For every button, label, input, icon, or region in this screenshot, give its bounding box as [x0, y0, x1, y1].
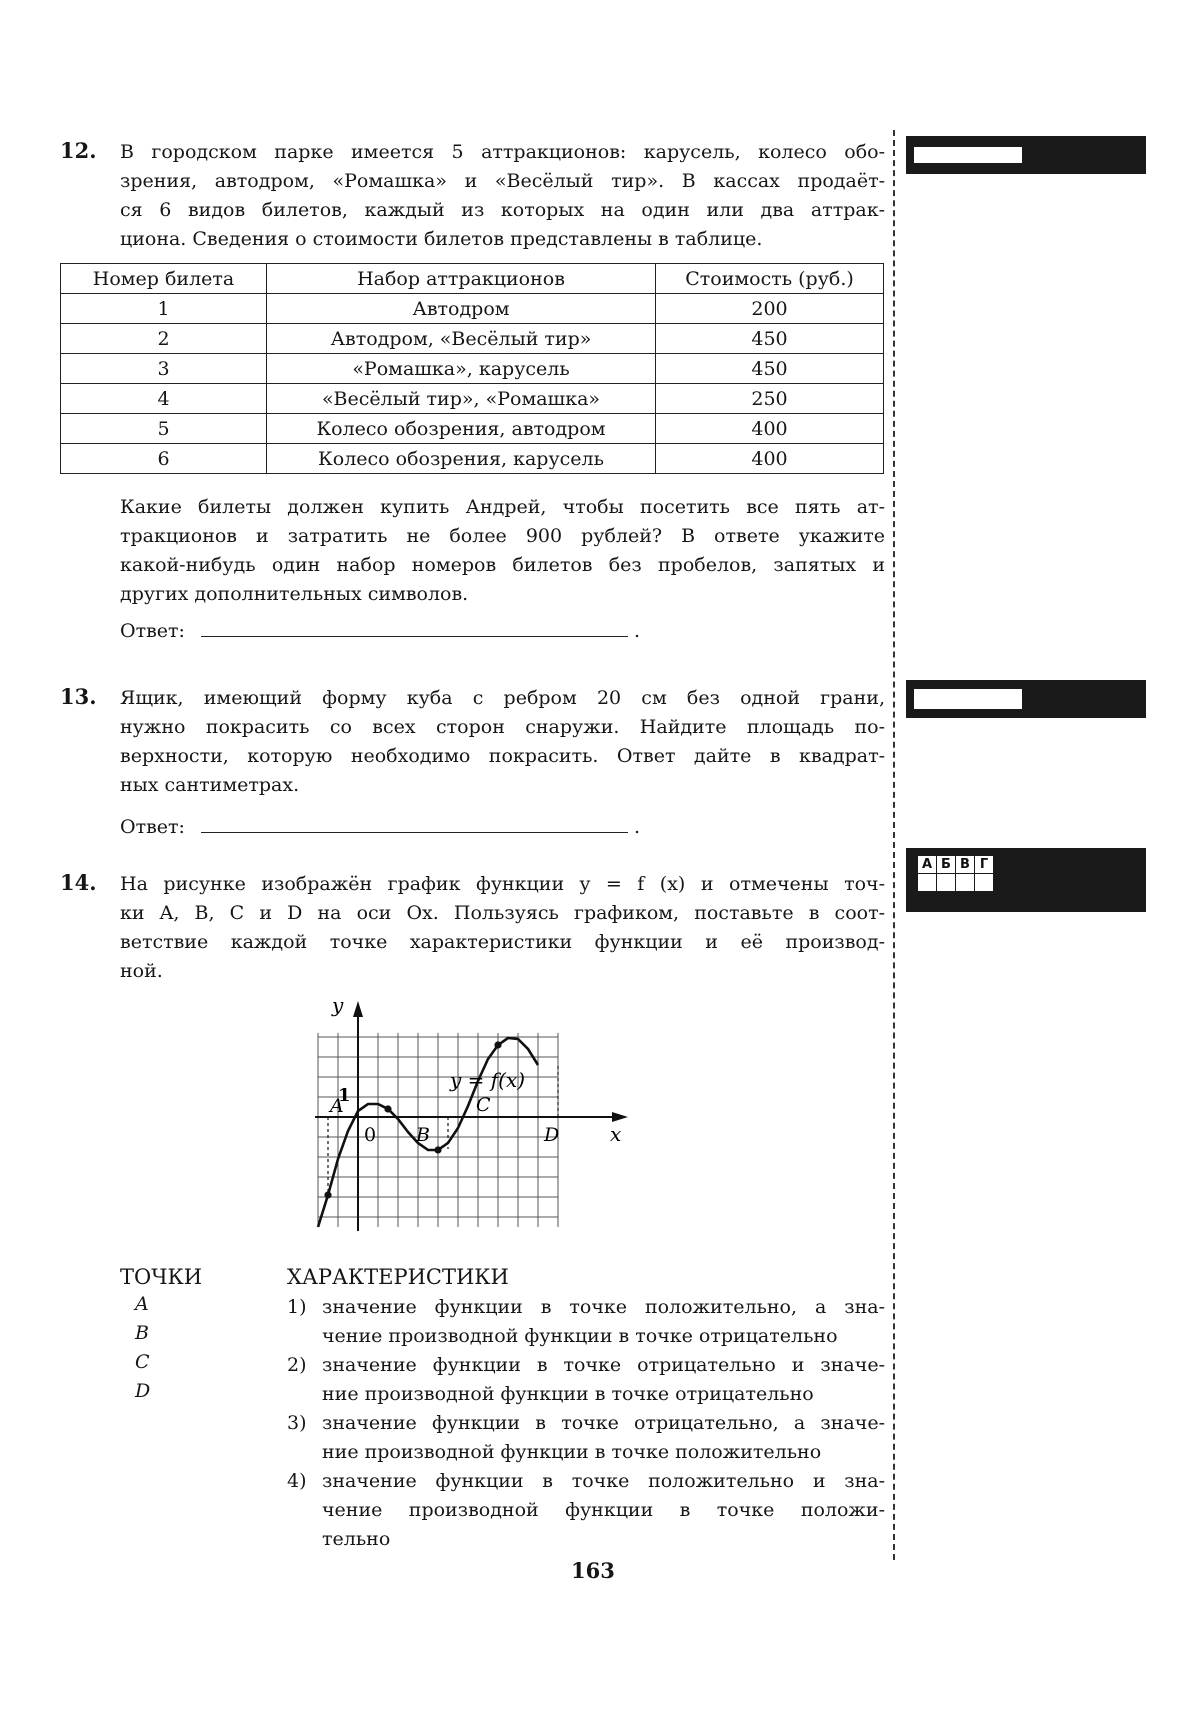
problem-12-line: ся 6 видов билетов, каждый из которых на один или два аттрак-: [120, 199, 885, 221]
characteristic-number: 2): [287, 1354, 307, 1376]
problem-12-line: циона. Сведения о стоимости билетов представлены в таблице.: [120, 228, 763, 250]
points-header: ТОЧКИ: [120, 1265, 203, 1289]
characteristic-line: чение производной функции в точке положи-: [322, 1499, 885, 1521]
question-line: какой-нибудь один набор номеров билетов без пробелов, запятых и: [120, 554, 885, 576]
curve-point-D: [494, 1041, 501, 1048]
table-row: [61, 354, 884, 384]
point-item-A: A: [135, 1293, 149, 1315]
grid-cell[interactable]: [937, 874, 956, 892]
cell-number: 5: [61, 414, 267, 444]
characteristic-line: чение производной функции в точке отрицательно: [322, 1325, 838, 1347]
grid-letter: Г: [975, 856, 994, 874]
cell-number: 4: [61, 384, 267, 414]
header-ticket-number: Номер билета: [61, 264, 267, 294]
characteristics-header: ХАРАКТЕРИСТИКИ: [287, 1265, 509, 1289]
cell-cost: 450: [656, 354, 884, 384]
characteristic-number: 4): [287, 1470, 307, 1492]
problem-13-answer: Ответ: .: [120, 816, 641, 838]
cell-number: 3: [61, 354, 267, 384]
question-line: тракционов и затратить не более 900 рублей? В ответе укажите: [120, 525, 885, 547]
problem-12-line: В городском парке имеется 5 аттракционов: карусель, колесо обо-: [120, 141, 885, 163]
problem-12-text: [120, 138, 885, 254]
answer-box-13[interactable]: [914, 689, 1022, 709]
answer-grid-cells: [918, 874, 994, 892]
characteristic-line: значение функции в точке отрицательно, а значе-: [322, 1412, 885, 1434]
problem-13-line: Ящик, имеющий форму куба с ребром 20 см без одной грани,: [120, 687, 885, 709]
grid-letter: Б: [937, 856, 956, 874]
cell-cost: 200: [656, 294, 884, 324]
grid-letter: А: [918, 856, 937, 874]
function-graph: [300, 995, 620, 1250]
problem-12-answer: Ответ: .: [120, 620, 641, 642]
cell-attractions: «Ромашка», карусель: [267, 354, 656, 384]
problem-13-line: ных сантиметрах.: [120, 774, 300, 796]
cell-attractions: Колесо обозрения, автодром: [267, 414, 656, 444]
cell-attractions: Автодром: [267, 294, 656, 324]
x-axis-label: x: [610, 1122, 622, 1146]
table-row: [61, 444, 884, 474]
characteristic-line: ние производной функции в точке отрицательно: [322, 1383, 814, 1405]
characteristic-line: тельно: [322, 1528, 391, 1550]
curve-point-A: [324, 1191, 331, 1198]
cell-number: 1: [61, 294, 267, 324]
answer-label: Ответ:: [120, 816, 185, 838]
characteristic-number: 3): [287, 1412, 307, 1434]
answer-block-13: [906, 680, 1146, 718]
point-item-B: B: [135, 1322, 149, 1344]
answer-grid-14: [917, 855, 994, 892]
problem-14-line: ветствие каждой точке характеристики функции и её производ-: [120, 931, 885, 953]
cell-number: 2: [61, 324, 267, 354]
tickets-table: [60, 263, 884, 474]
cell-cost: 450: [656, 324, 884, 354]
table-row: [61, 324, 884, 354]
point-label-D: D: [544, 1124, 560, 1146]
problem-14-text: [120, 870, 885, 986]
problem-14-line: ной.: [120, 960, 163, 982]
answer-line-13[interactable]: [201, 816, 628, 833]
problem-12-question: [120, 493, 885, 609]
problem-12-number: 12.: [60, 138, 97, 163]
header-attractions: Набор аттракционов: [267, 264, 656, 294]
cell-attractions: «Весёлый тир», «Ромашка»: [267, 384, 656, 414]
grid-letter: В: [956, 856, 975, 874]
problem-13-number: 13.: [60, 684, 97, 709]
grid-cell[interactable]: [956, 874, 975, 892]
curve-point-B: [384, 1105, 391, 1112]
characteristic-number: 1): [287, 1296, 307, 1318]
table-row: [61, 294, 884, 324]
curve-point-C: [434, 1146, 441, 1153]
problem-14-number: 14.: [60, 870, 97, 895]
y-axis-arrow-icon: [353, 1001, 363, 1017]
cut-line: [893, 130, 895, 1560]
problem-14-line: На рисунке изображён график функции y = f (x) и отмечены точ-: [120, 873, 885, 895]
graph-grid: [318, 1033, 558, 1227]
characteristic-line: значение функции в точке отрицательно и значе-: [322, 1354, 885, 1376]
point-label-B: B: [416, 1124, 430, 1146]
origin-label: 0: [364, 1124, 377, 1146]
cell-attractions: Колесо обозрения, карусель: [267, 444, 656, 474]
grid-cell[interactable]: [918, 874, 937, 892]
question-line: Какие билеты должен купить Андрей, чтобы посетить все пять ат-: [120, 496, 885, 518]
cell-cost: 400: [656, 414, 884, 444]
header-cost: Стоимость (руб.): [656, 264, 884, 294]
characteristic-line: ние производной функции в точке положительно: [322, 1441, 822, 1463]
cell-cost: 400: [656, 444, 884, 474]
problem-13-line: нужно покрасить со всех сторон снаружи. Найдите площадь по-: [120, 716, 885, 738]
cell-cost: 250: [656, 384, 884, 414]
table-row: [61, 384, 884, 414]
point-label-C: C: [476, 1094, 491, 1116]
problem-13-text: [120, 684, 885, 800]
problem-14-line: ки A, B, C и D на оси Ox. Пользуясь графиком, поставьте в соот-: [120, 902, 885, 924]
function-label: y = f(x): [450, 1068, 526, 1092]
cell-attractions: Автодром, «Весёлый тир»: [267, 324, 656, 354]
y-axis-label: y: [332, 993, 344, 1017]
unit-label: 1: [338, 1085, 351, 1106]
problem-13-line: верхности, которую необходимо покрасить. Ответ дайте в квадрат-: [120, 745, 885, 767]
problem-12-line: зрения, автодром, «Ромашка» и «Весёлый тир». В кассах продаёт-: [120, 170, 885, 192]
cell-number: 6: [61, 444, 267, 474]
answer-block-12: [906, 136, 1146, 174]
table-row: [61, 414, 884, 444]
point-label-A: A: [330, 1095, 344, 1117]
characteristic-line: значение функции в точке положительно, а зна-: [322, 1296, 885, 1318]
answer-grid-letters: [918, 856, 994, 874]
answer-box-12[interactable]: [914, 147, 1022, 163]
x-axis-arrow-icon: [612, 1112, 628, 1122]
answer-line-12[interactable]: [201, 620, 628, 637]
point-item-C: C: [135, 1351, 150, 1373]
page-number: 163: [571, 1558, 615, 1583]
table-header-row: [61, 264, 884, 294]
characteristic-line: значение функции в точке положительно и зна-: [322, 1470, 885, 1492]
answer-label: Ответ:: [120, 620, 185, 642]
grid-cell[interactable]: [975, 874, 994, 892]
point-markers: [324, 1041, 501, 1198]
question-line: других дополнительных символов.: [120, 583, 469, 605]
point-item-D: D: [135, 1380, 151, 1402]
